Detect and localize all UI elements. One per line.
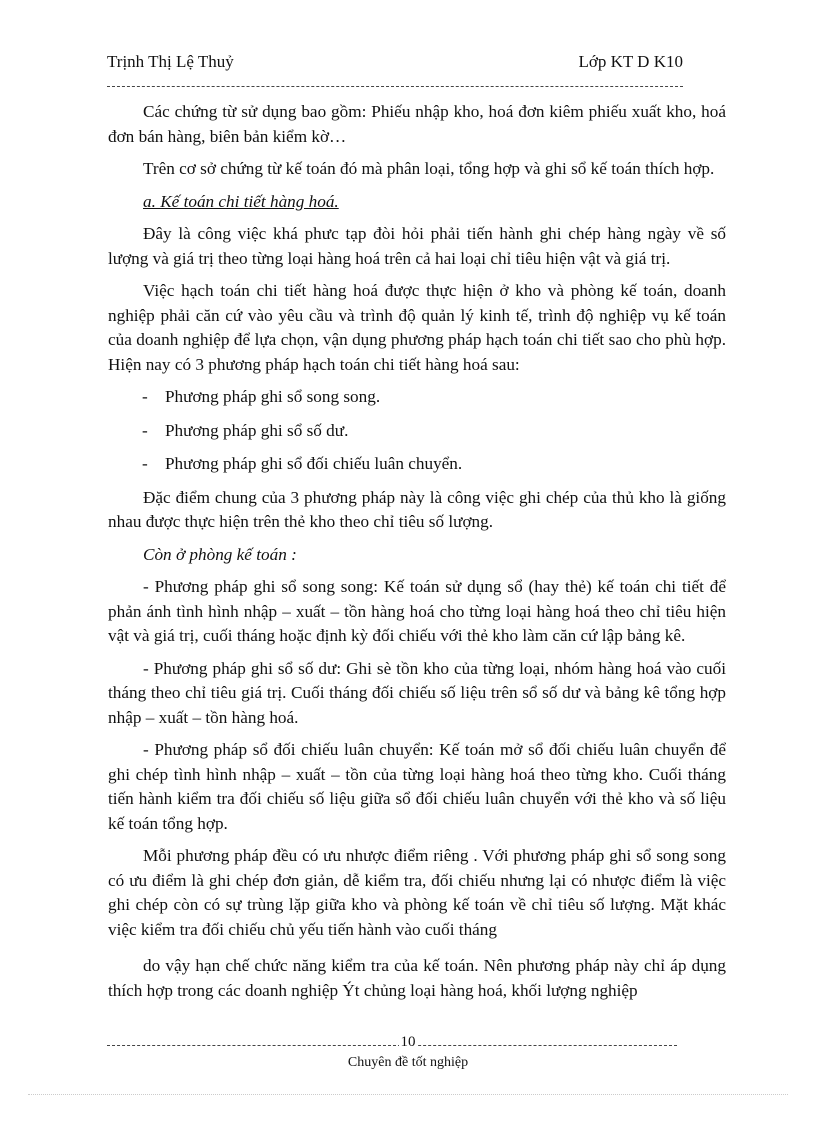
paragraph-accounting-office: Còn ở phòng kế toán :: [143, 544, 297, 564]
list-item: [108, 385, 726, 410]
section-heading: a. Kế toán chi tiết hàng hoá.: [143, 191, 339, 211]
paragraph-parallel-method: - Phương pháp ghi sổ song song: Kế toán sử dụng sổ (hay thẻ) kế toán chi tiết để phản ánh tình hình nhập – xuất – tồn hàng hoá cho từng loại hàng hoá theo chỉ tiêu hiện vật và giá trị, cuối tháng hoặc định kỳ đối chiếu với thẻ kho làm căn cứ lập bảng kê.: [108, 577, 726, 645]
author-name: Trịnh Thị Lệ Thuỷ: [107, 52, 234, 71]
paragraph-balance-method: - Phương pháp ghi sổ số dư: Ghi sè tồn kho của từng loại, nhóm hàng hoá vào cuối tháng theo chỉ tiêu giá trị. Cuối tháng đối chiếu số liệu trên sổ số dư và bảng kê tổng hợp nhập – xuất – tồn hàng hoá.: [108, 658, 726, 727]
page-bottom-border: [28, 1094, 788, 1095]
footer-title: Chuyên đề tốt nghiệp: [347, 1055, 469, 1070]
page-number-wrapper: [0, 1034, 816, 1051]
paragraph-common-feature: Đặc điểm chung của 3 phương pháp này là công việc ghi chép của thủ kho là giống nhau được thực hiện trên thẻ kho theo chỉ tiêu số lượng.: [108, 487, 726, 531]
paragraph-classification: Trên cơ sở chứng từ kế toán đó mà phân loại, tổng hợp và ghi sổ kế toán thích hợp.: [143, 159, 715, 178]
list-item-text: Phương pháp ghi sổ số dư.: [165, 420, 349, 440]
list-item-text: Phương pháp ghi sổ đối chiếu luân chuyển.: [165, 454, 463, 473]
bullet-dash: -: [142, 454, 148, 473]
header-divider: [107, 86, 683, 87]
paragraph-reconciliation-method: - Phương pháp sổ đối chiếu luân chuyển: Kế toán mở sổ đối chiếu luân chuyển để ghi chép tình hình nhập – xuất – tồn của từng loại hàng hoá theo từng kho. Cuối tháng tiến hành kiểm tra đối chiếu số liệu giữa sổ đối chiếu luân chuyển với thẻ kho và số liệu kế toán tổng hợp.: [108, 740, 726, 833]
bullet-dash: -: [142, 420, 148, 440]
paragraph-documents: Các chứng từ sử dụng bao gồm: Phiếu nhập kho, hoá đơn kiêm phiếu xuất kho, hoá đơn bán hàng, biên bản kiểm kờ…: [108, 102, 726, 146]
page-number: 10: [400, 1034, 416, 1050]
bullet-dash: -: [142, 387, 148, 406]
document-body: [108, 100, 726, 1011]
paragraph-pros-cons: Mỗi phương pháp đều có ưu nhược điểm riêng . Với phương pháp ghi sổ song song có ưu điểm là ghi chép đơn giản, dễ kiểm tra, đối chiếu nhưng lại có nhược điểm là việc ghi chép còn có sự trùng lặp giữa kho và phòng kế toán về chỉ tiêu số lượng. Mặt khác việc kiểm tra đối chiếu chủ yếu tiến hành vào cuối tháng: [108, 846, 726, 939]
list-item: [108, 419, 726, 444]
list-item-text: Phương pháp ghi sổ song song.: [165, 387, 381, 406]
class-label: Lớp KT D K10: [578, 52, 683, 71]
page-header: [107, 52, 683, 76]
paragraph-continuation: do vậy hạn chế chức năng kiểm tra của kế toán. Nên phương pháp này chỉ áp dụng thích hợp trong các doanh nghiệp Ýt chủng loại hàng hoá, khối lượng nghiệp: [108, 956, 726, 1000]
method-list: [108, 385, 726, 477]
list-item: [108, 452, 726, 477]
paragraph-detail-accounting: Việc hạch toán chi tiết hàng hoá được thực hiện ở kho và phòng kế toán, doanh nghiệp phải căn cứ vào yêu cầu và trình độ quản lý kinh tế, trình độ nghiệp vụ kế toán của doanh nghiệp để lựa chọn, vận dụng phương pháp hạch toán chi tiết sao cho phù hợp. Hiện nay có 3 phương pháp hạch toán chi tiết hàng hoá sau:: [108, 281, 726, 374]
paragraph-description: Đây là công việc khá phưc tạp đòi hỏi phải tiến hành ghi chép hàng ngày về số lượng và giá trị theo từng loại hàng hoá trên cả hai loại chỉ tiêu hiện vật và giá trị.: [108, 224, 726, 268]
